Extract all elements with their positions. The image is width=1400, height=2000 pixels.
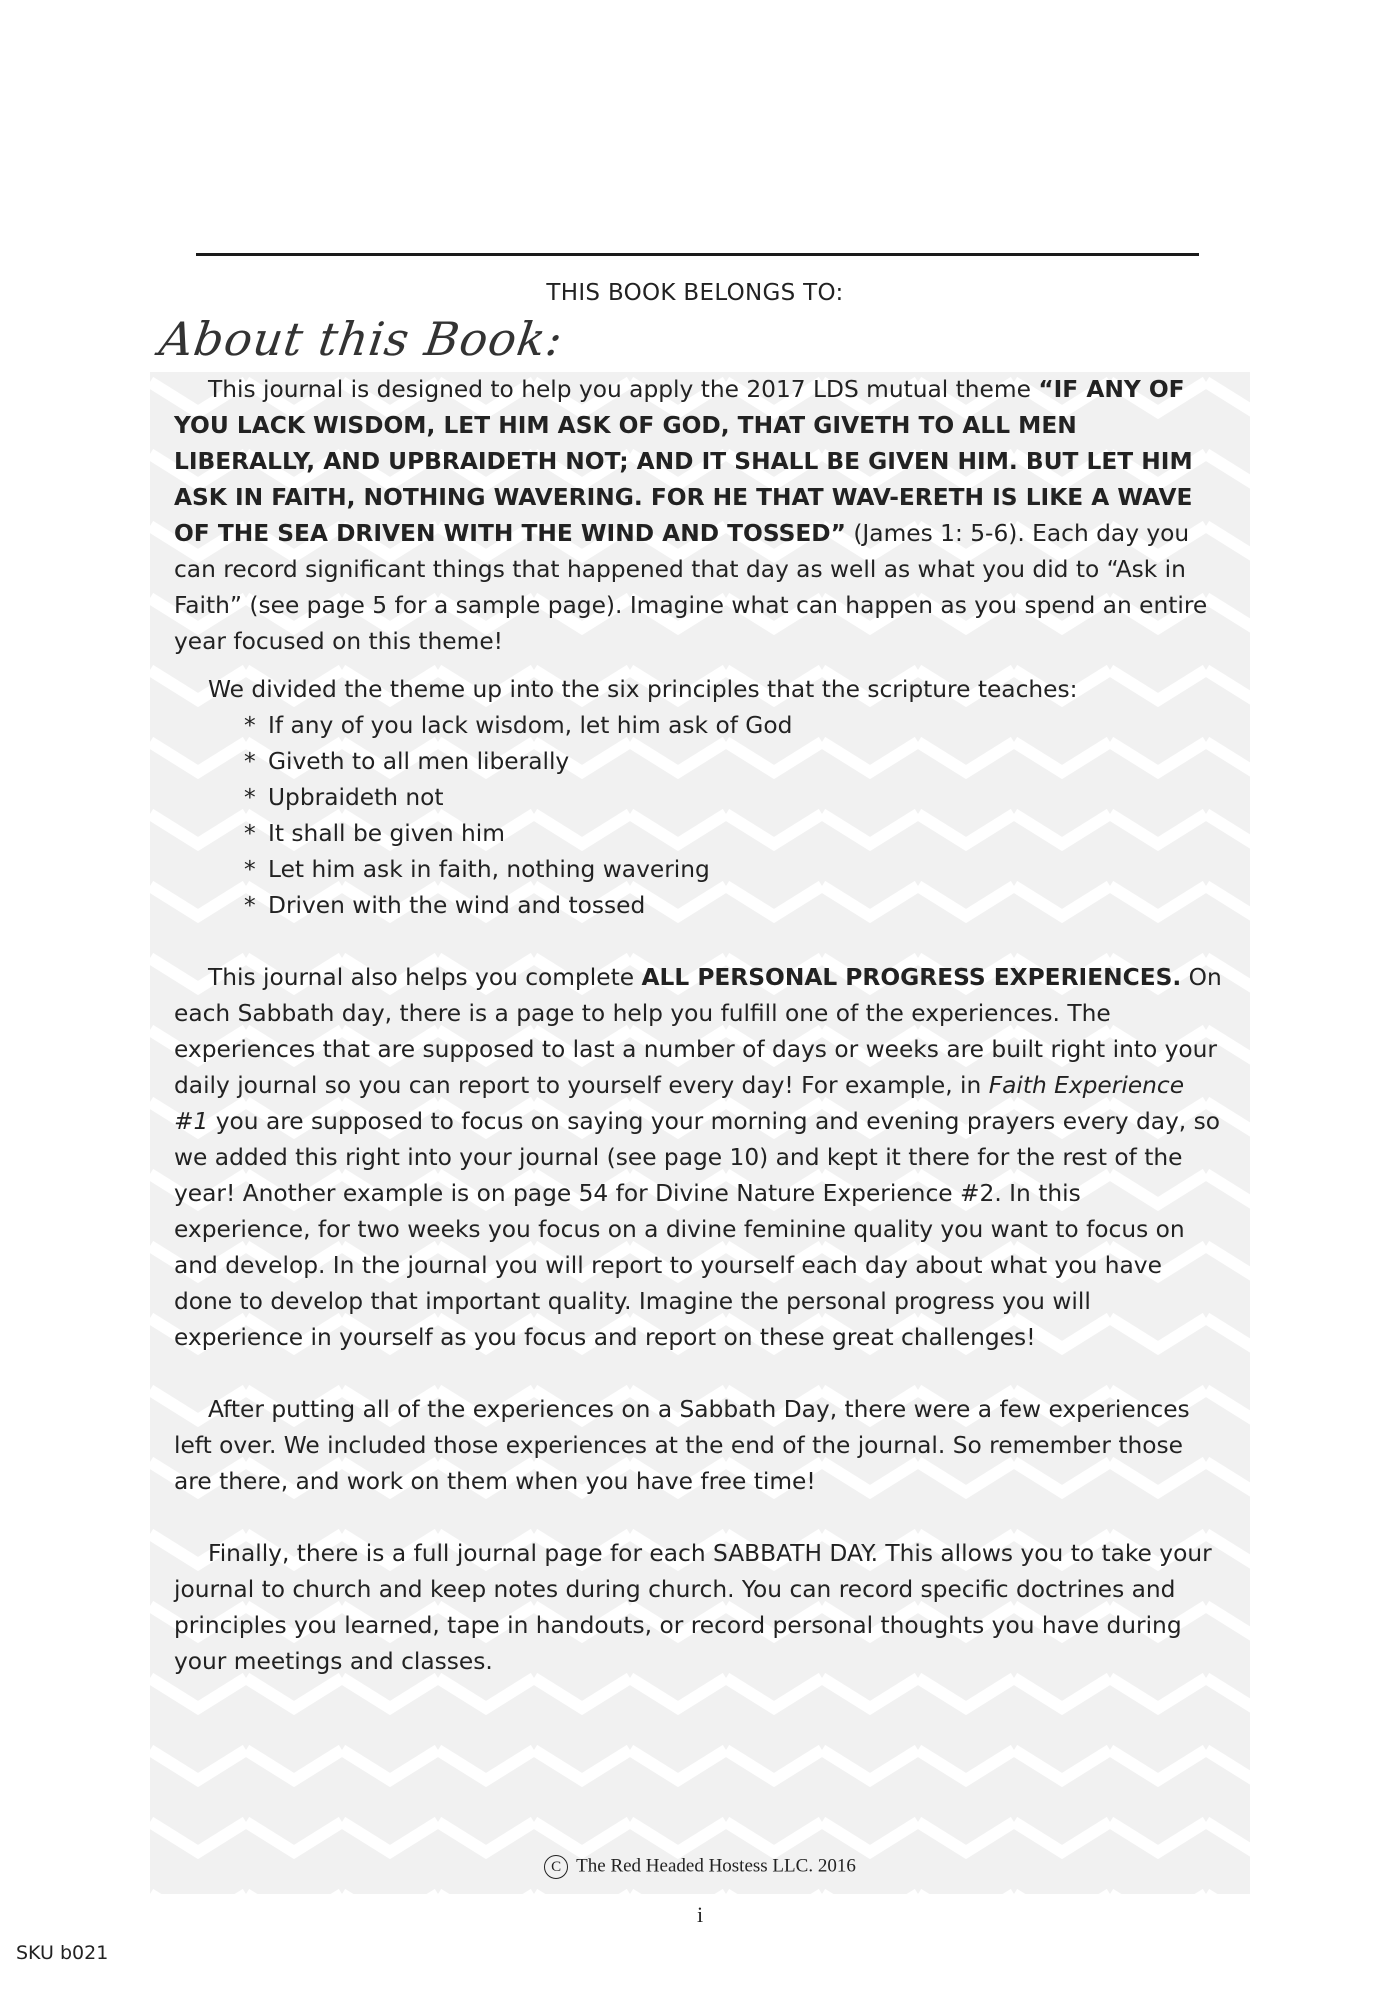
faith-experience-reference: Faith Experience #1 [174, 1072, 1185, 1135]
owner-name-line [196, 253, 1199, 256]
bullet-star: * [244, 784, 256, 811]
list-item: * If any of you lack wisdom, let him ask of God [244, 708, 1224, 744]
copyright-text: The Red Headed Hostess LLC. 2016 [576, 1855, 856, 1877]
progress-emphasis: ALL PERSONAL PROGRESS EXPERIENCES. [641, 964, 1182, 991]
theme-quote: “IF ANY OF YOU LACK WISDOM, LET HIM ASK OF GOD, THAT GIVETH TO ALL MEN LIBERALLY, AND UPBRAIDETH NOT; AND IT SHALL BE GIVEN HIM. BUT LET HIM ASK IN FAITH, NOTHING WAVERING. FOR HE THAT WAV-ERETH IS LIKE A WAVE OF THE SEA DRIVEN WITH THE WIND AND TOSSED” [174, 376, 1193, 547]
intro-rest: (James 1: 5-6). Each day you can record significant things that happened that day as well as what you did to “Ask in Faith” (see page 5 for a sample page). Imagine what can happen as you spend an entire year focused on this theme! [174, 520, 1208, 655]
owner-label: THIS BOOK BELONGS TO: [546, 280, 844, 306]
list-item: * It shall be given him [244, 816, 1224, 852]
sku-label: SKU b021 [16, 1942, 109, 1964]
list-item: * Let him ask in faith, nothing wavering [244, 852, 1224, 888]
bullet-star: * [244, 748, 256, 775]
progress-paragraph: This journal also helps you complete ALL PERSONAL PROGRESS EXPERIENCES. On each Sabbath day, there is a page to help you fulfill one of the experiences. The experiences that are supposed to last a number of days or weeks are built right into your daily journal so you can report to yourself every day! For example, in Faith Experience #1 you are supposed to focus on saying your morning and evening prayers every day, so we added this right into your journal (see page 10) and kept it there for the rest of the year! Another example is on page 54 for Divine Nature Experience #2. In this experience, for two weeks you focus on a divine feminine quality you want to focus on and develop. In the journal you will report to yourself each day about what you have done to develop that important quality. Imagine the personal progress you will experience in yourself as you focus and report on these great challenges! [174, 964, 1222, 1351]
intro-paragraph [174, 372, 1224, 660]
list-item: * Upbraideth not [244, 780, 1224, 816]
section-title: About this Book: [156, 312, 567, 366]
copyright-notice [0, 1855, 1400, 1879]
page-number: i [696, 1902, 704, 1927]
list-item: * Giveth to all men liberally [244, 744, 1224, 780]
leftover-paragraph: After putting all of the experiences on a Sabbath Day, there were a few experiences left over. We included those experiences at the end of the journal. So remember those are there, and work on them when you have free time! [174, 1396, 1190, 1495]
about-body [174, 372, 1224, 1680]
bullet-star: * [244, 820, 256, 847]
principles-list [174, 708, 1224, 924]
bullet-star: * [244, 712, 256, 739]
intro-lead: This journal is designed to help you apply the 2017 LDS mutual theme [208, 376, 1039, 403]
list-item: * Driven with the wind and tossed [244, 888, 1224, 924]
bullet-star: * [244, 892, 256, 919]
copyright-icon: C [544, 1855, 568, 1879]
principles-intro: We divided the theme up into the six principles that the scripture teaches: [208, 676, 1078, 703]
bullet-star: * [244, 856, 256, 883]
sabbath-paragraph: Finally, there is a full journal page for each SABBATH DAY. This allows you to take your journal to church and keep notes during church. You can record specific doctrines and principles you learned, tape in handouts, or record personal thoughts you have during your meetings and classes. [174, 1540, 1212, 1675]
